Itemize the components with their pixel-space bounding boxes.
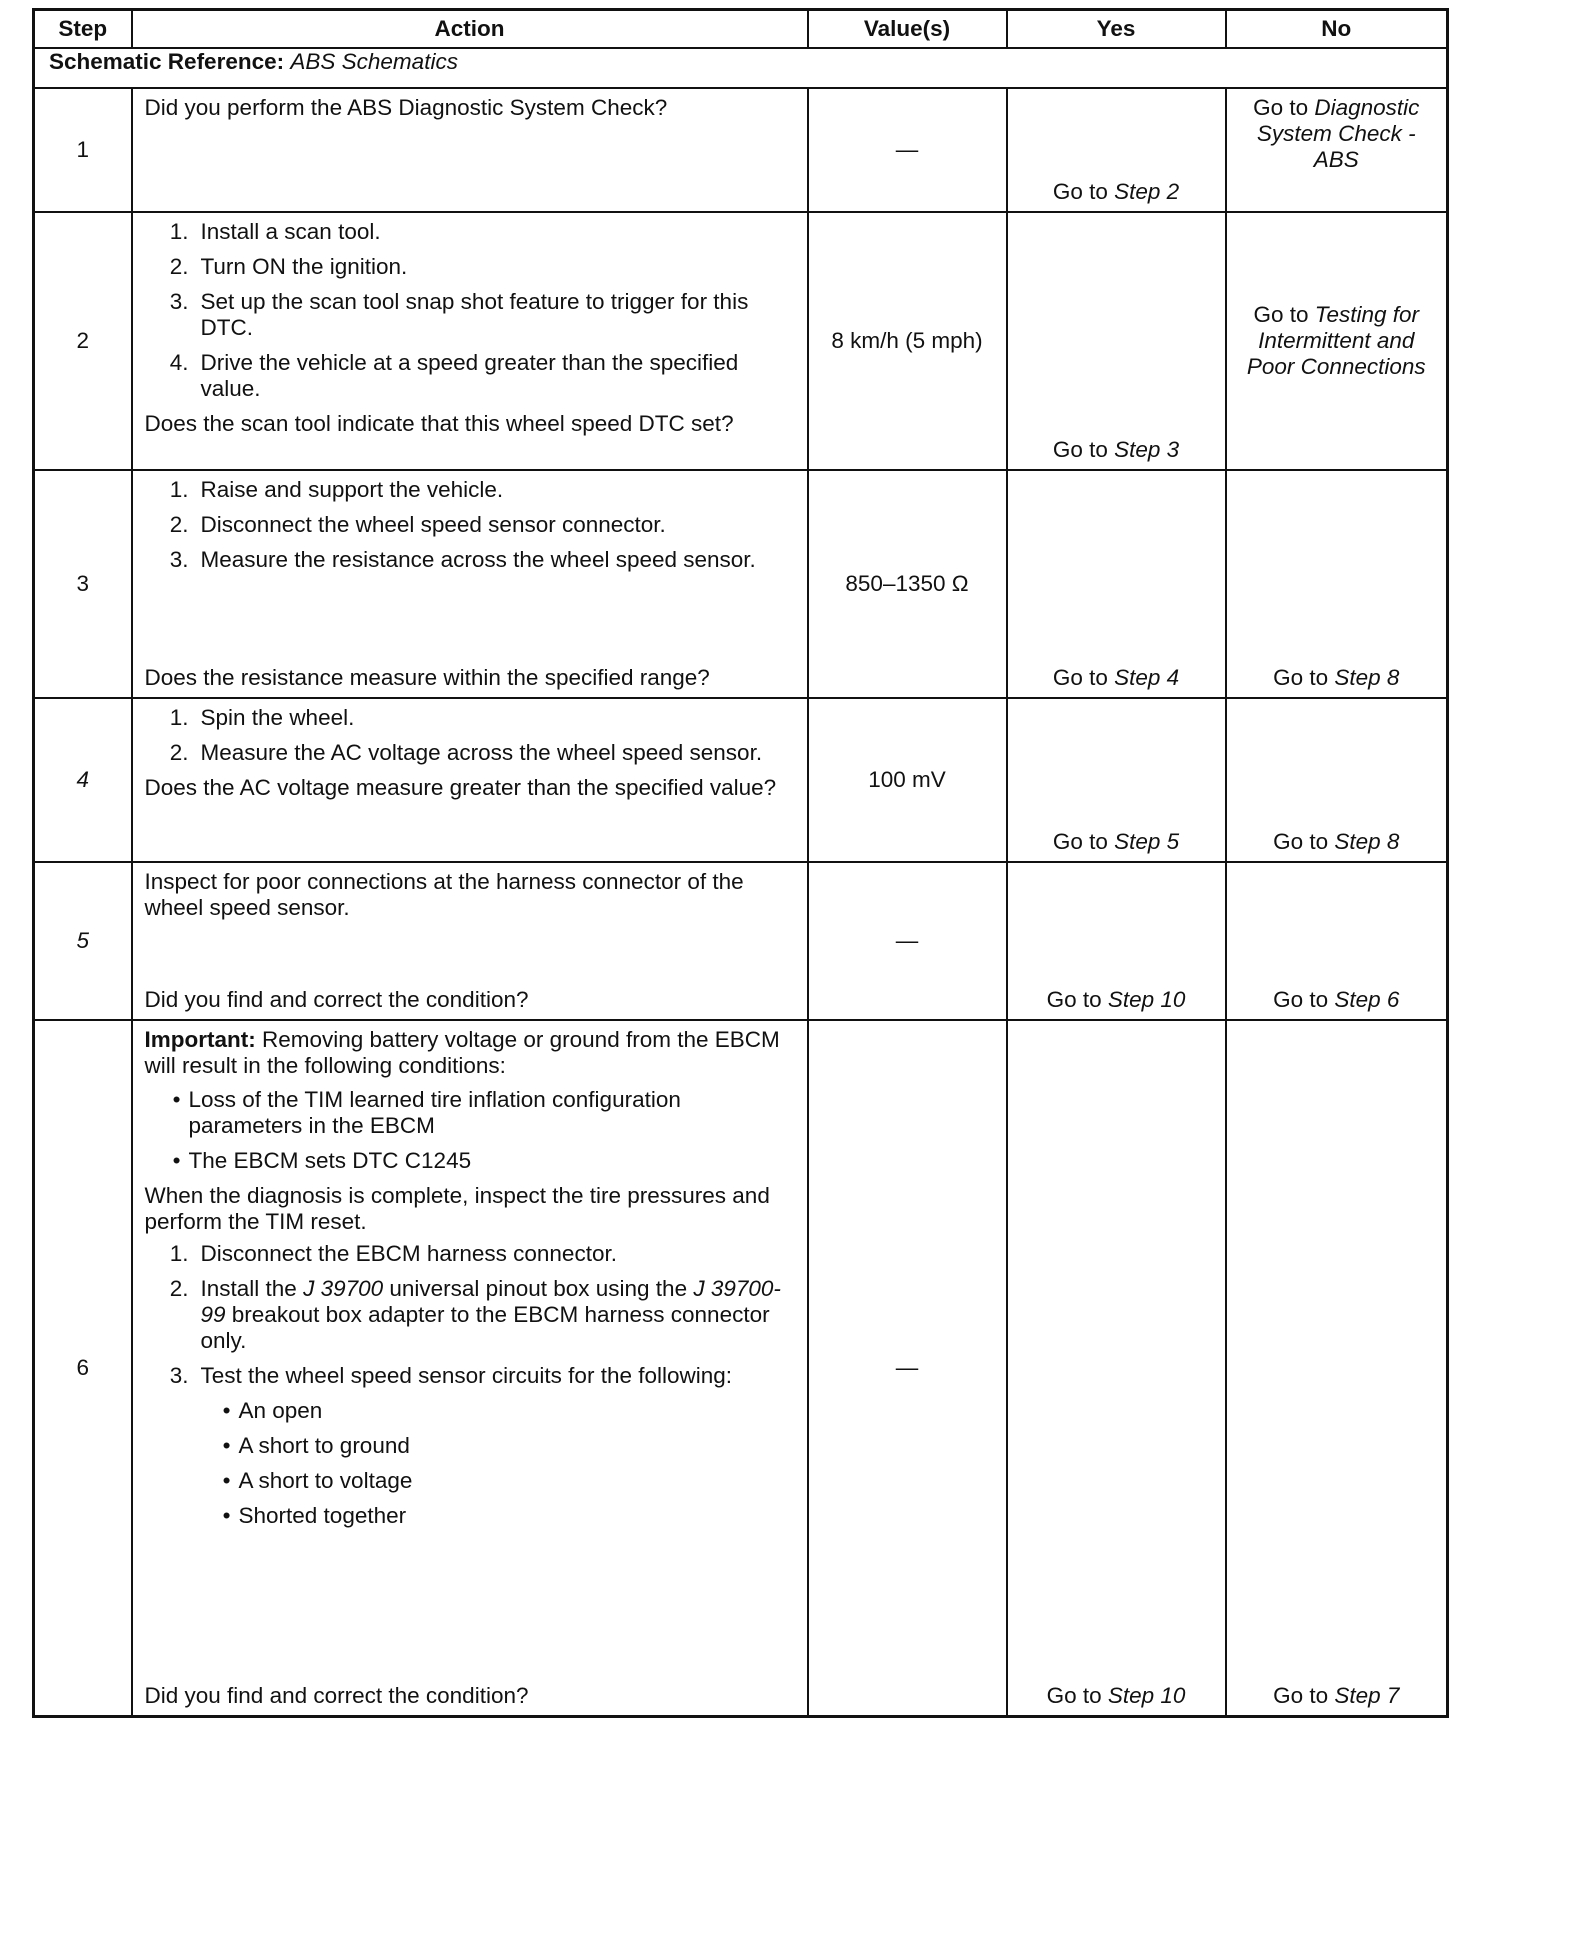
no-goto[interactable]: Go to Step 6 xyxy=(1273,987,1400,1012)
step-number: 2 xyxy=(34,212,132,470)
list-item: • Shorted together xyxy=(222,1503,407,1528)
table-row xyxy=(34,1020,1448,1716)
table-row xyxy=(34,698,1448,862)
step-number: 3 xyxy=(34,470,132,698)
yes-cell xyxy=(1007,470,1226,698)
yes-link[interactable]: Step 2 xyxy=(1114,179,1180,204)
yes-link[interactable]: Step 3 xyxy=(1114,437,1180,462)
no-cell xyxy=(1226,470,1448,698)
yes-goto[interactable]: Go to Step 10 xyxy=(1046,987,1186,1012)
yes-link[interactable]: Step 5 xyxy=(1114,829,1180,854)
step-number: 5 xyxy=(34,862,132,1020)
no-link[interactable]: Step 6 xyxy=(1334,987,1400,1012)
no-goto[interactable]: Go to Testing for Intermittent and Poor Connections xyxy=(1246,302,1426,379)
circuit-test-list xyxy=(145,1398,799,1529)
procedure-list xyxy=(145,477,799,573)
yes-cell xyxy=(1007,212,1226,470)
procedure-step: 3. Set up the scan tool snap shot feature to trigger for this DTC. xyxy=(169,289,749,340)
yes-cell xyxy=(1007,88,1226,212)
list-item: • A short to ground xyxy=(222,1433,410,1458)
value-cell: 8 km/h (5 mph) xyxy=(808,212,1007,470)
condition-list xyxy=(145,1087,799,1174)
no-link[interactable]: Diagnostic System Check - ABS xyxy=(1256,95,1420,172)
header-values: Value(s) xyxy=(808,10,1007,49)
yes-cell xyxy=(1007,698,1226,862)
procedure-step: 3. Measure the resistance across the wheel speed sensor. xyxy=(169,547,756,572)
yes-goto[interactable]: Go to Step 3 xyxy=(1052,437,1180,462)
action-cell xyxy=(132,1020,808,1716)
procedure-step: 1. Spin the wheel. xyxy=(169,705,355,730)
header-no: No xyxy=(1226,10,1448,49)
procedure-list xyxy=(145,705,799,766)
no-link[interactable]: Step 7 xyxy=(1334,1682,1400,1708)
list-item: • The EBCM sets DTC C1245 xyxy=(172,1148,472,1173)
procedure-step: 1. Disconnect the EBCM harness connector. xyxy=(169,1241,617,1266)
yes-link[interactable]: Step 4 xyxy=(1114,665,1180,690)
tool-reference: J 39700-99 xyxy=(200,1276,781,1327)
yes-goto[interactable]: Go to Step 4 xyxy=(1052,665,1180,690)
table-row xyxy=(34,862,1448,1020)
schematic-reference-label: Schematic Reference: xyxy=(49,49,285,74)
tool-reference: J 39700 xyxy=(303,1276,384,1301)
procedure-list xyxy=(145,219,799,402)
question-text: Does the scan tool indicate that this wheel speed DTC set? xyxy=(144,411,734,436)
value-cell: 100 mV xyxy=(808,698,1007,862)
header-yes: Yes xyxy=(1007,10,1226,49)
value-cell: — xyxy=(808,1020,1007,1716)
header-step: Step xyxy=(34,10,132,49)
table-row xyxy=(34,470,1448,698)
question-text: Did you find and correct the condition? xyxy=(144,987,529,1012)
procedure-step: 2. Measure the AC voltage across the wheel speed sensor. xyxy=(169,740,763,765)
no-goto[interactable]: Go to Step 8 xyxy=(1273,829,1400,854)
no-cell xyxy=(1226,1020,1448,1716)
procedure-step: 4. Drive the vehicle at a speed greater than the specified value. xyxy=(169,350,739,401)
important-label: Important: xyxy=(144,1027,256,1052)
question-text: Does the resistance measure within the specified range? xyxy=(144,665,710,690)
yes-cell xyxy=(1007,1020,1226,1716)
schematic-reference-link[interactable]: ABS Schematics xyxy=(290,49,458,74)
header-action: Action xyxy=(132,10,808,49)
procedure-step: 2. Disconnect the wheel speed sensor connector. xyxy=(169,512,666,537)
procedure-step: 3. Test the wheel speed sensor circuits for the following: xyxy=(169,1363,733,1388)
after-diagnosis-text: When the diagnosis is complete, inspect the tire pressures and perform the TIM reset. xyxy=(144,1183,770,1234)
yes-link[interactable]: Step 10 xyxy=(1107,987,1186,1012)
no-prefix: Go to xyxy=(1253,95,1315,120)
no-cell xyxy=(1226,88,1448,212)
yes-cell xyxy=(1007,862,1226,1020)
list-item: • A short to voltage xyxy=(222,1468,413,1493)
action-cell xyxy=(132,212,808,470)
no-goto[interactable]: Go to Step 7 xyxy=(1273,1682,1400,1708)
yes-goto[interactable]: Go to Step 10 xyxy=(1046,1682,1186,1708)
list-item: • An open xyxy=(222,1398,323,1423)
step-number: 6 xyxy=(34,1020,132,1716)
procedure-step: 2. Install the J 39700 universal pinout box using the J 39700-99 breakout box adapter to the EBCM harness connector only. xyxy=(169,1276,781,1353)
no-link[interactable]: Testing for Intermittent and Poor Connections xyxy=(1246,302,1426,379)
no-cell xyxy=(1226,862,1448,1020)
table-row xyxy=(34,88,1448,212)
no-link[interactable]: Step 8 xyxy=(1334,829,1400,854)
value-cell: — xyxy=(808,88,1007,212)
procedure-step: 2. Turn ON the ignition. xyxy=(169,254,408,279)
value-cell: — xyxy=(808,862,1007,1020)
action-cell xyxy=(132,698,808,862)
list-item: • Loss of the TIM learned tire inflation configuration parameters in the EBCM xyxy=(172,1087,681,1138)
no-cell xyxy=(1226,212,1448,470)
schematic-reference-row xyxy=(34,48,1448,88)
step-number: 1 xyxy=(34,88,132,212)
step-number: 4 xyxy=(34,698,132,862)
no-goto[interactable] xyxy=(1227,89,1447,173)
table-row xyxy=(34,212,1448,470)
action-text: Did you perform the ABS Diagnostic System Check? xyxy=(144,95,668,120)
procedure-step: 1. Install a scan tool. xyxy=(169,219,381,244)
yes-goto[interactable] xyxy=(1008,179,1225,205)
no-link[interactable]: Step 8 xyxy=(1334,665,1400,690)
question-text: Does the AC voltage measure greater than the specified value? xyxy=(144,775,777,800)
procedure-step: 1. Raise and support the vehicle. xyxy=(169,477,504,502)
value-cell: 850–1350 Ω xyxy=(808,470,1007,698)
action-cell xyxy=(132,88,808,212)
action-text: Inspect for poor connections at the harness connector of the wheel speed sensor. xyxy=(144,869,744,920)
yes-prefix: Go to xyxy=(1052,179,1115,204)
yes-goto[interactable]: Go to Step 5 xyxy=(1052,829,1180,854)
diagnostic-table xyxy=(32,8,1449,1718)
important-note xyxy=(145,1027,799,1079)
header-row xyxy=(34,10,1448,49)
yes-link[interactable]: Step 10 xyxy=(1107,1682,1186,1708)
no-cell xyxy=(1226,698,1448,862)
question-text: Did you find and correct the condition? xyxy=(144,1682,529,1708)
important-text: Removing battery voltage or ground from the EBCM will result in the following conditions: xyxy=(144,1027,780,1078)
schematic-reference xyxy=(34,48,1448,88)
no-goto[interactable]: Go to Step 8 xyxy=(1273,665,1400,690)
action-cell xyxy=(132,470,808,698)
action-cell xyxy=(132,862,808,1020)
procedure-list xyxy=(145,1241,799,1389)
